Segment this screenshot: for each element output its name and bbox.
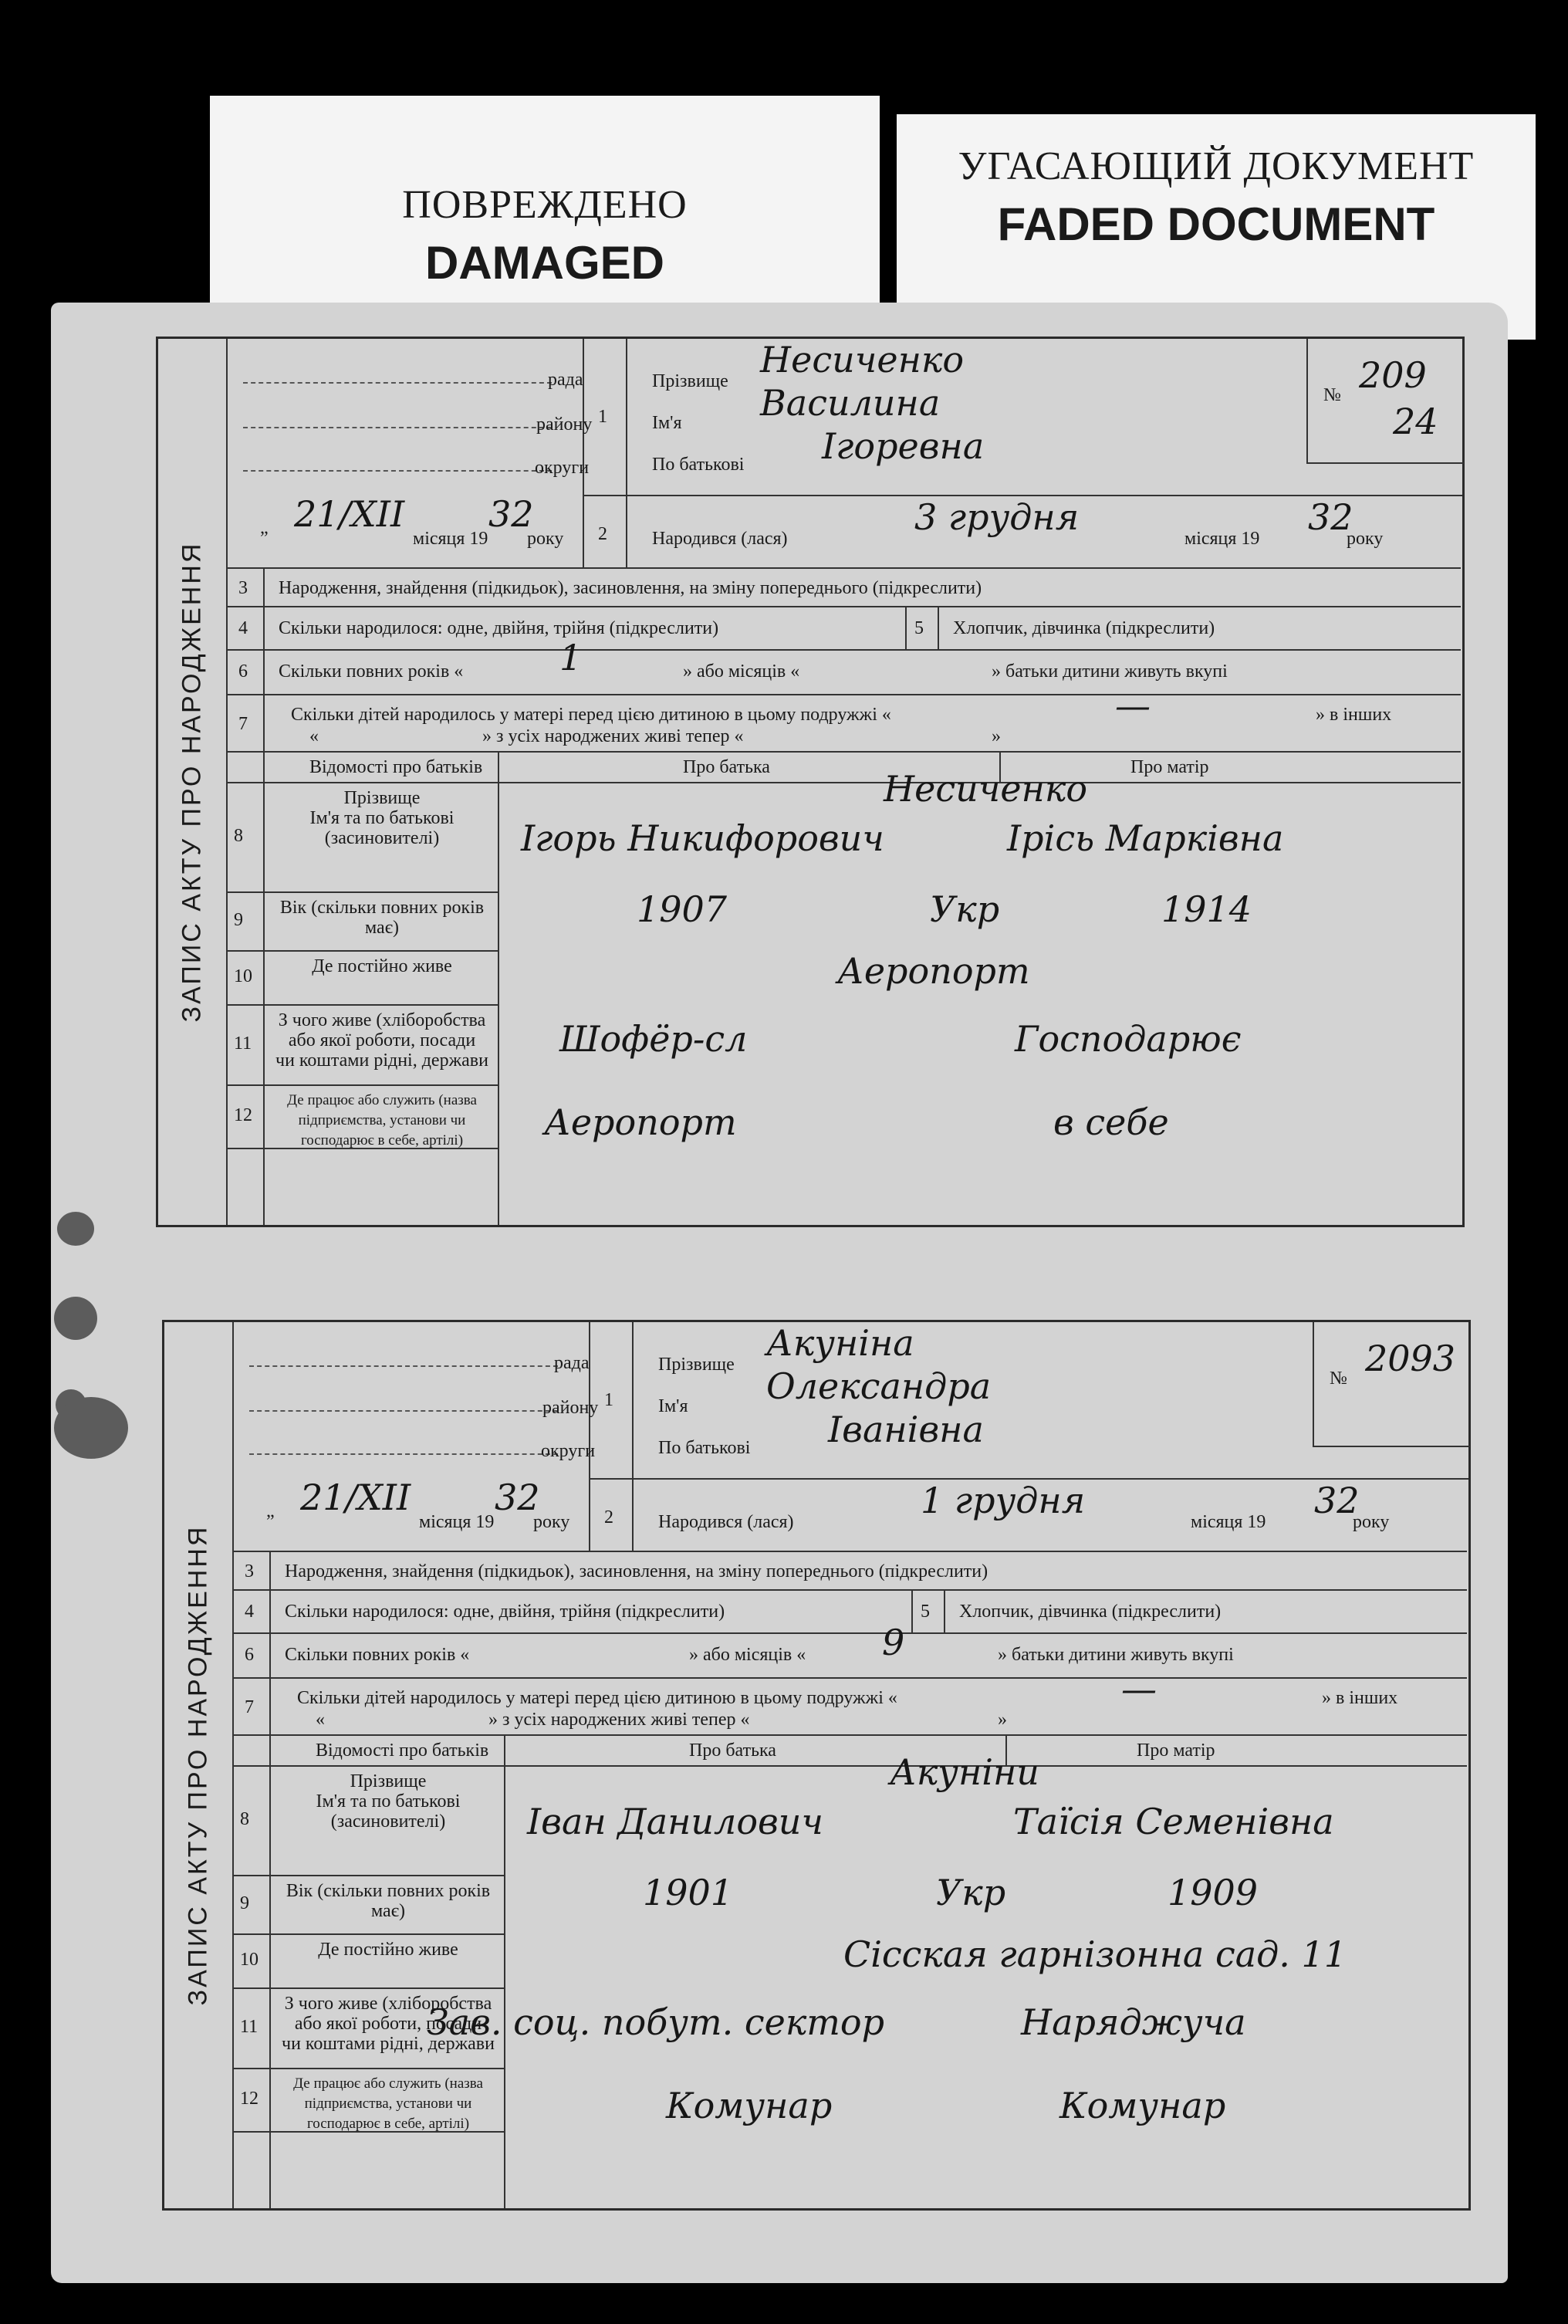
- name-handwriting: Василина: [760, 382, 941, 424]
- born-date-handwriting: 1 грудня: [921, 1480, 1086, 1521]
- damaged-label-ru: ПОВРЕЖДЕНО: [402, 183, 688, 227]
- mother-name-handwriting: Ірісь Марківна: [1007, 817, 1284, 859]
- side-title-text: ЗАПИС АКТУ ПРО НАРОДЖЕННЯ: [183, 1524, 213, 2006]
- registry-number-handwriting: 2093: [1365, 1338, 1456, 1379]
- row9-label: Вік (скільки повних років має): [279, 898, 485, 938]
- nationality-handwriting: Укр: [936, 1872, 1006, 1913]
- okrugy-label: округи: [535, 458, 590, 478]
- divider: [944, 1589, 945, 1632]
- born-year-label: року: [1347, 529, 1384, 549]
- row6-mid: » або місяців «: [683, 661, 800, 682]
- okrugy-label: округи: [541, 1441, 596, 1461]
- row10-label: Де постійно живе: [318, 1940, 458, 1960]
- row-number: 11: [240, 2017, 259, 2037]
- mother-work-handwriting: Комунар: [1059, 2085, 1226, 2126]
- rayonu-label: району: [536, 414, 593, 435]
- blank-line: [249, 1410, 558, 1412]
- row7-count-handwriting: —: [1121, 1668, 1157, 1710]
- row-number: 6: [238, 661, 248, 682]
- divider: [232, 1589, 1467, 1591]
- divider: [232, 2068, 504, 2069]
- row-number: 4: [238, 618, 248, 638]
- born-label: Народився (лася): [652, 529, 788, 549]
- family-surname-handwriting: Акуніни: [890, 1751, 1039, 1793]
- row7-line2-mid: » з усіх народжених живі тепер «: [488, 1710, 750, 1730]
- name-handwriting: Олександра: [766, 1365, 992, 1407]
- date-year-label: року: [527, 529, 564, 549]
- row-number: 3: [245, 1561, 254, 1581]
- row8-label: Прізвище Ім'я та по батькові (засиновителі): [309, 788, 455, 848]
- blank-line: [249, 1365, 558, 1367]
- blank-line: [243, 427, 552, 428]
- damaged-label-en: DAMAGED: [425, 237, 664, 289]
- divider: [504, 1734, 505, 2208]
- row-number: 9: [234, 910, 243, 930]
- faded-label-en: FADED DOCUMENT: [997, 198, 1435, 250]
- father-header: Про батька: [683, 757, 770, 777]
- date-month-label: місяця 19: [413, 529, 488, 549]
- birth-record-2: [162, 1320, 1471, 2211]
- divider: [938, 606, 939, 649]
- registry-number-handwriting: 209: [1359, 354, 1427, 396]
- rayonu-label: району: [542, 1398, 599, 1418]
- divider: [226, 891, 498, 893]
- faded-label-ru: УГАСАЮЩИЙ ДОКУМЕНТ: [958, 144, 1475, 188]
- row9-label: Вік (скільки повних років має): [286, 1881, 491, 1921]
- row4-text: Скільки народилося: одне, двійня, трійня (підкреслити): [279, 618, 719, 638]
- row7-line2-mid: » з усіх народжених живі тепер «: [482, 726, 744, 746]
- mother-income-handwriting: Наряджуча: [1021, 2001, 1246, 2043]
- parents-header: Відомості про батьків: [316, 1740, 489, 1761]
- born-year-handwriting: 32: [1308, 496, 1353, 538]
- punch-hole: [54, 1397, 128, 1459]
- father-work-handwriting: Аеропорт: [544, 1101, 737, 1143]
- row7-line2-end: »: [992, 726, 1001, 746]
- divider: [269, 1551, 271, 2208]
- father-work-handwriting: Комунар: [666, 2085, 833, 2126]
- damaged-label-card: [210, 96, 880, 327]
- divider: [626, 339, 627, 567]
- date-year-handwriting: 32: [495, 1477, 540, 1518]
- born-year-handwriting: 32: [1314, 1480, 1360, 1521]
- patronymic-label: По батькові: [658, 1438, 751, 1458]
- divider: [226, 1004, 498, 1006]
- punch-hole: [57, 1212, 94, 1246]
- divider: [905, 606, 907, 649]
- mother-header: Про матір: [1130, 757, 1209, 777]
- date-day-handwriting: 21/XII: [300, 1477, 411, 1518]
- father-income-handwriting: Зав. соц. побут. сектор: [427, 2001, 885, 2043]
- father-age-handwriting: 1901: [643, 1872, 734, 1913]
- row11-label: З чого живе (хліборобства або якої роботи, посади чи коштами рідні, держави: [275, 1010, 488, 1071]
- surname-handwriting: Акуніна: [766, 1322, 914, 1364]
- row3-text: Народження, знайдення (підкидьок), засиновлення, на зміну попереднього (підкреслити): [285, 1561, 988, 1581]
- row-number: 11: [234, 1033, 252, 1054]
- divider: [226, 950, 498, 952]
- row6-end: » батьки дитини живуть вкупі: [992, 661, 1228, 682]
- row8-label: Прізвище Ім'я та по батькові (засиновителі): [316, 1771, 461, 1832]
- family-surname-handwriting: Несиченко: [884, 768, 1088, 810]
- row12-label: Де працює або служить (назва підприємства, установи чи господарює в себе, артілі): [287, 1092, 477, 1148]
- mother-income-handwriting: Господарює: [1015, 1018, 1242, 1060]
- blank-line: [243, 382, 552, 384]
- divider: [232, 1677, 1467, 1679]
- row7-line2: «: [316, 1710, 325, 1730]
- mother-work-handwriting: в себе: [1053, 1101, 1169, 1143]
- row-number: 5: [921, 1602, 930, 1622]
- row-number: 2: [604, 1507, 613, 1527]
- record-side-title: [164, 1322, 234, 2208]
- father-age-handwriting: 1907: [637, 888, 728, 930]
- father-name-handwriting: Ігорь Никифорович: [521, 817, 884, 859]
- rada-label: рада: [554, 1353, 590, 1373]
- registry-number-extra: 24: [1393, 401, 1438, 442]
- born-label: Народився (лася): [658, 1512, 794, 1532]
- row10-label: Де постійно живе: [312, 956, 452, 976]
- row-number: 2: [598, 524, 607, 544]
- parents-header: Відомості про батьків: [309, 757, 483, 777]
- record-side-title: [158, 339, 228, 1225]
- row7-count-handwriting: —: [1115, 685, 1151, 726]
- divider: [226, 694, 1461, 695]
- surname-label: Прізвище: [652, 371, 728, 391]
- divider: [226, 782, 1461, 783]
- divider: [911, 1589, 913, 1632]
- row6-text: Скільки повних років «: [279, 661, 464, 682]
- name-label: Ім'я: [652, 413, 682, 433]
- birth-record-1: [156, 337, 1465, 1227]
- row6-mid: » або місяців «: [689, 1645, 806, 1665]
- row6-months-handwriting: 9: [882, 1622, 905, 1663]
- surname-handwriting: Несиченко: [760, 339, 965, 381]
- row-number: 12: [234, 1105, 252, 1125]
- row6-end: » батьки дитини живуть вкупі: [998, 1645, 1234, 1665]
- row-number: 8: [240, 1809, 249, 1829]
- divider: [226, 751, 1461, 753]
- row-number: 4: [245, 1602, 254, 1622]
- registry-number-label: №: [1330, 1368, 1347, 1389]
- name-label: Ім'я: [658, 1396, 688, 1416]
- side-title-text: ЗАПИС АКТУ ПРО НАРОДЖЕННЯ: [177, 541, 207, 1023]
- date-year-label: року: [533, 1512, 570, 1532]
- row12-label: Де працює або служить (назва підприємства, установи чи господарює в себе, артілі): [293, 2075, 483, 2132]
- date-year-handwriting: 32: [488, 493, 534, 535]
- mother-header: Про матір: [1137, 1740, 1215, 1761]
- blank-line: [243, 470, 552, 472]
- row7-line1: Скільки дітей народилось у матері перед цією дитиною в цьому подружжі «: [297, 1688, 897, 1708]
- residence-handwriting: Сісская гарнізонна сад. 11: [843, 1933, 1347, 1975]
- row11-label: З чого живе (хліборобства або якої роботи, посади чи коштами рідні, держави: [282, 1994, 495, 2054]
- divider: [498, 751, 499, 1225]
- row-number: 1: [604, 1390, 613, 1410]
- row-number: 7: [238, 714, 248, 734]
- row-number: 12: [240, 2089, 259, 2109]
- divider: [226, 606, 1461, 607]
- patronymic-handwriting: Ігоревна: [822, 425, 985, 467]
- divider: [232, 1933, 504, 1935]
- mother-name-handwriting: Таїсія Семенівна: [1013, 1801, 1334, 1842]
- row-number: 10: [240, 1950, 259, 1970]
- row-number: 5: [914, 618, 924, 638]
- mother-age-handwriting: 1914: [1161, 888, 1252, 930]
- rada-label: рада: [548, 370, 583, 390]
- divider: [232, 1632, 1467, 1634]
- row-number: 3: [238, 578, 248, 598]
- row3-text: Народження, знайдення (підкидьок), засиновлення, на зміну попереднього (підкреслити): [279, 578, 982, 598]
- row6-text: Скільки повних років «: [285, 1645, 470, 1665]
- divider: [226, 1084, 498, 1086]
- divider: [232, 1551, 1467, 1552]
- surname-label: Прізвище: [658, 1355, 735, 1375]
- row5-text: Хлопчик, дівчинка (підкреслити): [959, 1602, 1222, 1622]
- date-month-label: місяця 19: [419, 1512, 495, 1532]
- punch-hole: [54, 1297, 97, 1340]
- patronymic-label: По батькові: [652, 455, 745, 475]
- divider: [263, 567, 265, 1225]
- divider: [226, 649, 1461, 651]
- registry-number-label: №: [1323, 385, 1341, 405]
- blank-line: [249, 1453, 558, 1455]
- row4-text: Скільки народилося: одне, двійня, трійня (підкреслити): [285, 1602, 725, 1622]
- row-number: 6: [245, 1645, 254, 1665]
- father-income-handwriting: Шофёр-сл: [559, 1018, 748, 1060]
- date-quote: „: [266, 1501, 275, 1521]
- row7-line1: Скільки дітей народилось у матері перед цією дитиною в цьому подружжі «: [291, 705, 891, 725]
- row7-line2: «: [309, 726, 319, 746]
- residence-handwriting: Аеропорт: [837, 950, 1030, 992]
- row5-text: Хлопчик, дівчинка (підкреслити): [953, 618, 1215, 638]
- row7-line1-end: » в інших: [1322, 1688, 1398, 1708]
- row-number: 1: [598, 407, 607, 427]
- mother-age-handwriting: 1909: [1168, 1872, 1259, 1913]
- born-date-handwriting: 3 грудня: [914, 496, 1080, 538]
- divider: [232, 1875, 504, 1876]
- divider: [232, 1987, 504, 1989]
- row-number: 9: [240, 1893, 249, 1913]
- row-number: 10: [234, 966, 252, 986]
- row7-line1-end: » в інших: [1316, 705, 1392, 725]
- divider: [232, 1765, 1467, 1767]
- nationality-handwriting: Укр: [930, 888, 1000, 930]
- divider: [226, 567, 1461, 569]
- date-quote: „: [260, 518, 269, 538]
- date-day-handwriting: 21/XII: [294, 493, 405, 535]
- father-header: Про батька: [689, 1740, 776, 1761]
- row-number: 7: [245, 1697, 254, 1717]
- row6-years-handwriting: 1: [559, 637, 583, 678]
- father-name-handwriting: Іван Данилович: [527, 1801, 824, 1842]
- row7-line2-end: »: [998, 1710, 1007, 1730]
- born-year-label: року: [1353, 1512, 1390, 1532]
- born-month-label: місяця 19: [1191, 1512, 1266, 1532]
- born-month-label: місяця 19: [1184, 529, 1260, 549]
- divider: [232, 1734, 1467, 1736]
- divider: [632, 1322, 634, 1551]
- row-number: 8: [234, 826, 243, 846]
- patronymic-handwriting: Іванівна: [828, 1409, 984, 1450]
